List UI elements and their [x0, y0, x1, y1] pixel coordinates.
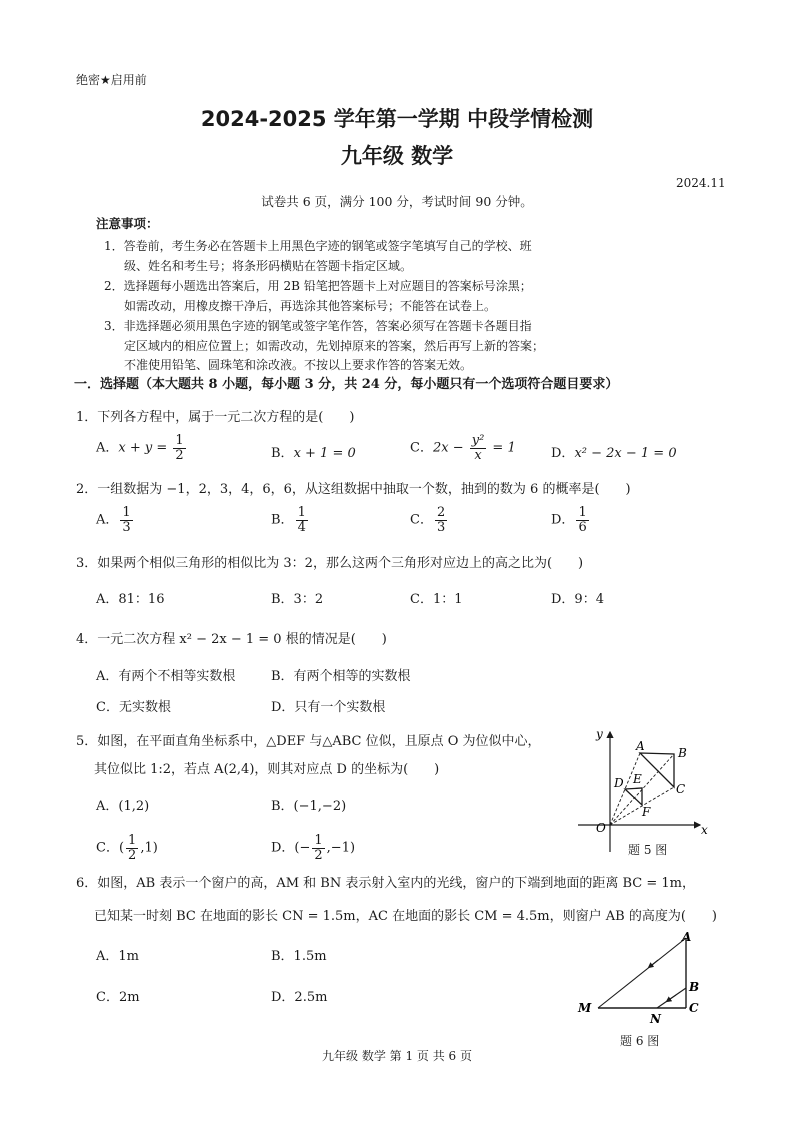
figure-6-caption: 题 6 图	[620, 1034, 660, 1048]
q3-option-a: A．81：16	[96, 592, 165, 607]
label-n: N	[650, 1012, 661, 1026]
note-line: 2．选择题每小题选出答案后，用 2B 铅笔把答题卡上对应题目的答案标号涂黑；	[104, 279, 532, 293]
q3-option-c: C．1：1	[410, 592, 463, 607]
question-2-stem: 2．一组数据为 −1，2，3，4，6，6，从这组数据中抽取一个数，抽到的数为 6 的概率是( )	[76, 482, 631, 497]
q2-option-d: D． $\frac{1}{6}$	[551, 505, 587, 535]
label-b: B	[689, 980, 700, 994]
figure-5-caption: 题 5 图	[628, 843, 668, 857]
triangle-abc	[640, 753, 674, 787]
exam-title: 2024-2025 学年第一学期 中段学情检测	[200, 107, 594, 131]
q5-option-b: B．(−1,−2)	[271, 799, 347, 814]
q6-option-b: B．1.5m	[271, 949, 327, 964]
label-b: B	[678, 746, 687, 760]
q6-option-c: C．2m	[96, 990, 140, 1005]
note-line: 定区域内的相应位置上；如需改动，先划掉原来的答案，然后再写上新的答案；	[124, 339, 545, 353]
q2-option-c: C． $\frac{2}{3}$	[410, 505, 446, 535]
page-footer: 九年级 数学 第 1 页 共 6 页	[322, 1049, 472, 1063]
q3-option-b: B．3：2	[271, 592, 324, 607]
label-y: y	[596, 727, 603, 741]
label-d: D	[614, 776, 624, 790]
note-line: 3．非选择题必须用黑色字迹的钢笔或签字笔作答，答案必须写在答题卡各题目指	[104, 319, 532, 333]
label-x: x	[701, 823, 708, 837]
q1-option-c: C．2x − $\frac{\text{y²}}{x}$ = 1	[410, 433, 516, 463]
q1-option-b: B．x + 1 = 0	[271, 446, 356, 461]
note-line: 不准使用铅笔、圆珠笔和涂改液。不按以上要求作答的答案无效。	[124, 358, 473, 372]
question-1-stem: 1．下列各方程中，属于一元二次方程的是( )	[76, 410, 355, 425]
figure-5	[570, 724, 715, 860]
q1-option-a: A．x + y = $\frac{1}{2}$	[96, 433, 184, 463]
figure-6	[572, 928, 708, 1026]
exam-subject: 九年级 数学	[340, 144, 454, 168]
question-3-stem: 3．如果两个相似三角形的相似比为 3：2，那么这两个三角形对应边上的高之比为( )	[76, 556, 584, 571]
exam-date: 2024.11	[676, 176, 726, 190]
q6-option-d: D．2.5m	[271, 990, 328, 1005]
note-line: 级、姓名和考生号；将条形码横贴在答题卡指定区域。	[124, 259, 413, 273]
label-a: A	[682, 930, 692, 944]
q4-option-a: A．有两个不相等实数根	[96, 669, 236, 684]
label-e: E	[633, 772, 642, 786]
label-o: O	[596, 821, 606, 835]
exam-info: 试卷共 6 页，满分 100 分，考试时间 90 分钟。	[261, 194, 533, 209]
q2-option-a: A． $\frac{1}{3}$	[96, 505, 131, 535]
note-line: 1．答卷前，考生务必在答题卡上用黑色字迹的钢笔或签字笔填写自己的学校、班	[104, 239, 532, 253]
q1-option-d: D．x² − 2x − 1 = 0	[551, 446, 677, 461]
section-heading: 一．选择题（本大题共 8 小题，每小题 3 分，共 24 分，每小题只有一个选项符合题目要求）	[74, 377, 619, 392]
label-c: C	[676, 782, 686, 796]
question-6-stem: 6．如图，AB 表示一个窗户的高，AM 和 BN 表示射入室内的光线，窗户的下端到地面的距离 BC = 1m，	[76, 876, 695, 891]
notes-heading: 注意事项：	[96, 216, 159, 231]
question-4-stem: 4．一元二次方程 x² − 2x − 1 = 0 根的情况是( )	[76, 632, 387, 647]
q4-option-d: D．只有一个实数根	[271, 700, 386, 715]
label-a: A	[636, 739, 645, 753]
label-f: F	[642, 805, 651, 819]
q5-option-a: A．(1,2)	[96, 799, 150, 814]
question-5-stem: 5．如图，在平面直角坐标系中，△DEF 与△ABC 位似，且原点 O 为位似中心，	[76, 734, 541, 749]
confidential-mark: 绝密★启用前	[76, 73, 147, 87]
note-line: 如需改动，用橡皮擦干净后，再选涂其他答案标号；不能答在试卷上。	[124, 299, 497, 313]
label-m: M	[578, 1001, 592, 1015]
question-5-stem-cont: 其位似比 1:2，若点 A(2,4)，则其对应点 D 的坐标为( )	[94, 762, 440, 777]
label-c: C	[689, 1001, 699, 1015]
q5-option-d: D．(− $\frac{1}{2}$ ,−1)	[271, 833, 356, 863]
q4-option-b: B．有两个相等的实数根	[271, 669, 411, 684]
q2-option-b: B． $\frac{1}{4}$	[271, 505, 306, 535]
triangle-def	[625, 788, 642, 805]
q3-option-d: D．9：4	[551, 592, 604, 607]
q6-option-a: A．1m	[96, 949, 139, 964]
question-6-stem-cont: 已知某一时刻 BC 在地面的影长 CN = 1.5m，AC 在地面的影长 CM = 4.5m，则窗户 AB 的高度为( )	[94, 909, 717, 924]
q4-option-c: C．无实数根	[96, 700, 171, 715]
q5-option-c: C．( $\frac{1}{2}$ ,1)	[96, 833, 158, 863]
